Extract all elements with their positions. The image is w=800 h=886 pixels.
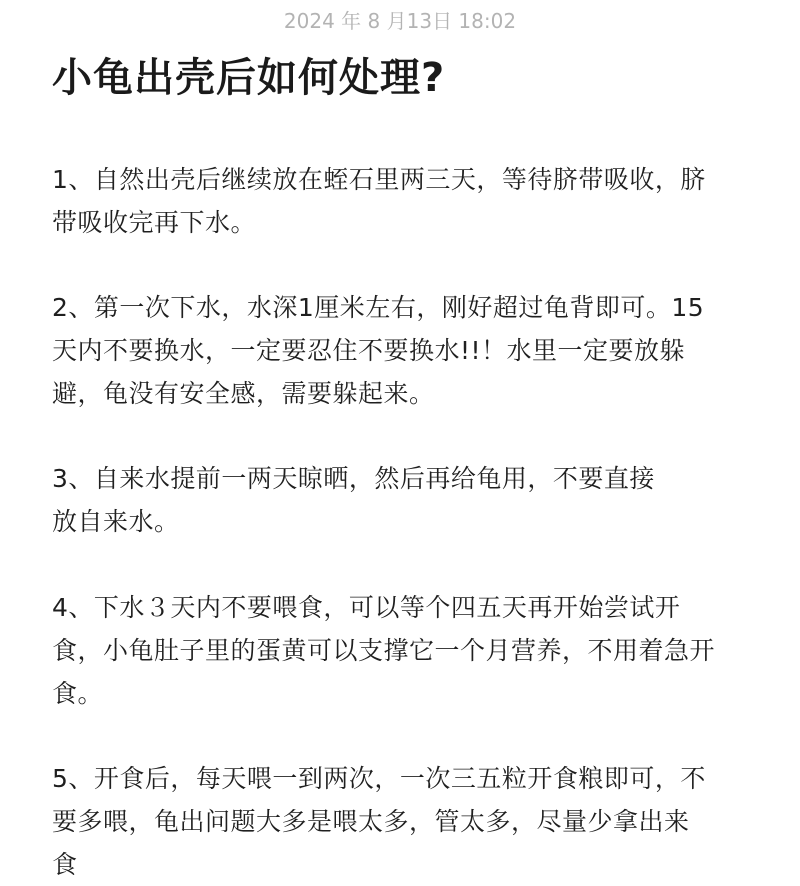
post-timestamp: 2024 年 8 月13日 18:02: [283, 9, 517, 33]
paragraph-line: 1、自然出壳后继续放在蛭石里两三天，等待脐带吸收，脐: [52, 165, 706, 194]
paragraph-2: [52, 286, 762, 415]
paragraph-line: 带吸收完再下水。: [52, 208, 257, 237]
paragraph-line: 3、自来水提前一两天晾晒，然后再给龟用，不要直接: [52, 464, 655, 493]
paragraph-4: [52, 586, 762, 715]
paragraph-line: 放自来水。: [52, 507, 180, 536]
article-title: 小龟出壳后如何处理?: [52, 55, 446, 101]
paragraph-5: [52, 757, 762, 886]
paragraph-line: 避，龟没有安全感，需要躲起来。: [52, 379, 435, 408]
paragraph-line: 2、第一次下水，水深1厘米左右，刚好超过龟背即可。15: [52, 293, 705, 322]
paragraph-line: 食，小龟肚子里的蛋黄可以支撑它一个月营养，不用着急开: [52, 636, 716, 665]
paragraph-line: 天内不要换水，一定要忍住不要换水!!！水里一定要放躲: [52, 336, 686, 365]
paragraph-line: 4、下水３天内不要喂食，可以等个四五天再开始尝试开: [52, 593, 681, 622]
paragraph-3: [52, 457, 762, 543]
paragraph-1: [52, 158, 762, 244]
paragraph-line: 食。: [52, 679, 104, 708]
paragraph-line: 要多喂，龟出问题大多是喂太多，管太多，尽量少拿出来: [52, 807, 690, 836]
paragraph-line: 5、开食后，每天喂一到两次，一次三五粒开食粮即可，不: [52, 764, 706, 793]
paragraph-line: 食: [52, 850, 78, 879]
